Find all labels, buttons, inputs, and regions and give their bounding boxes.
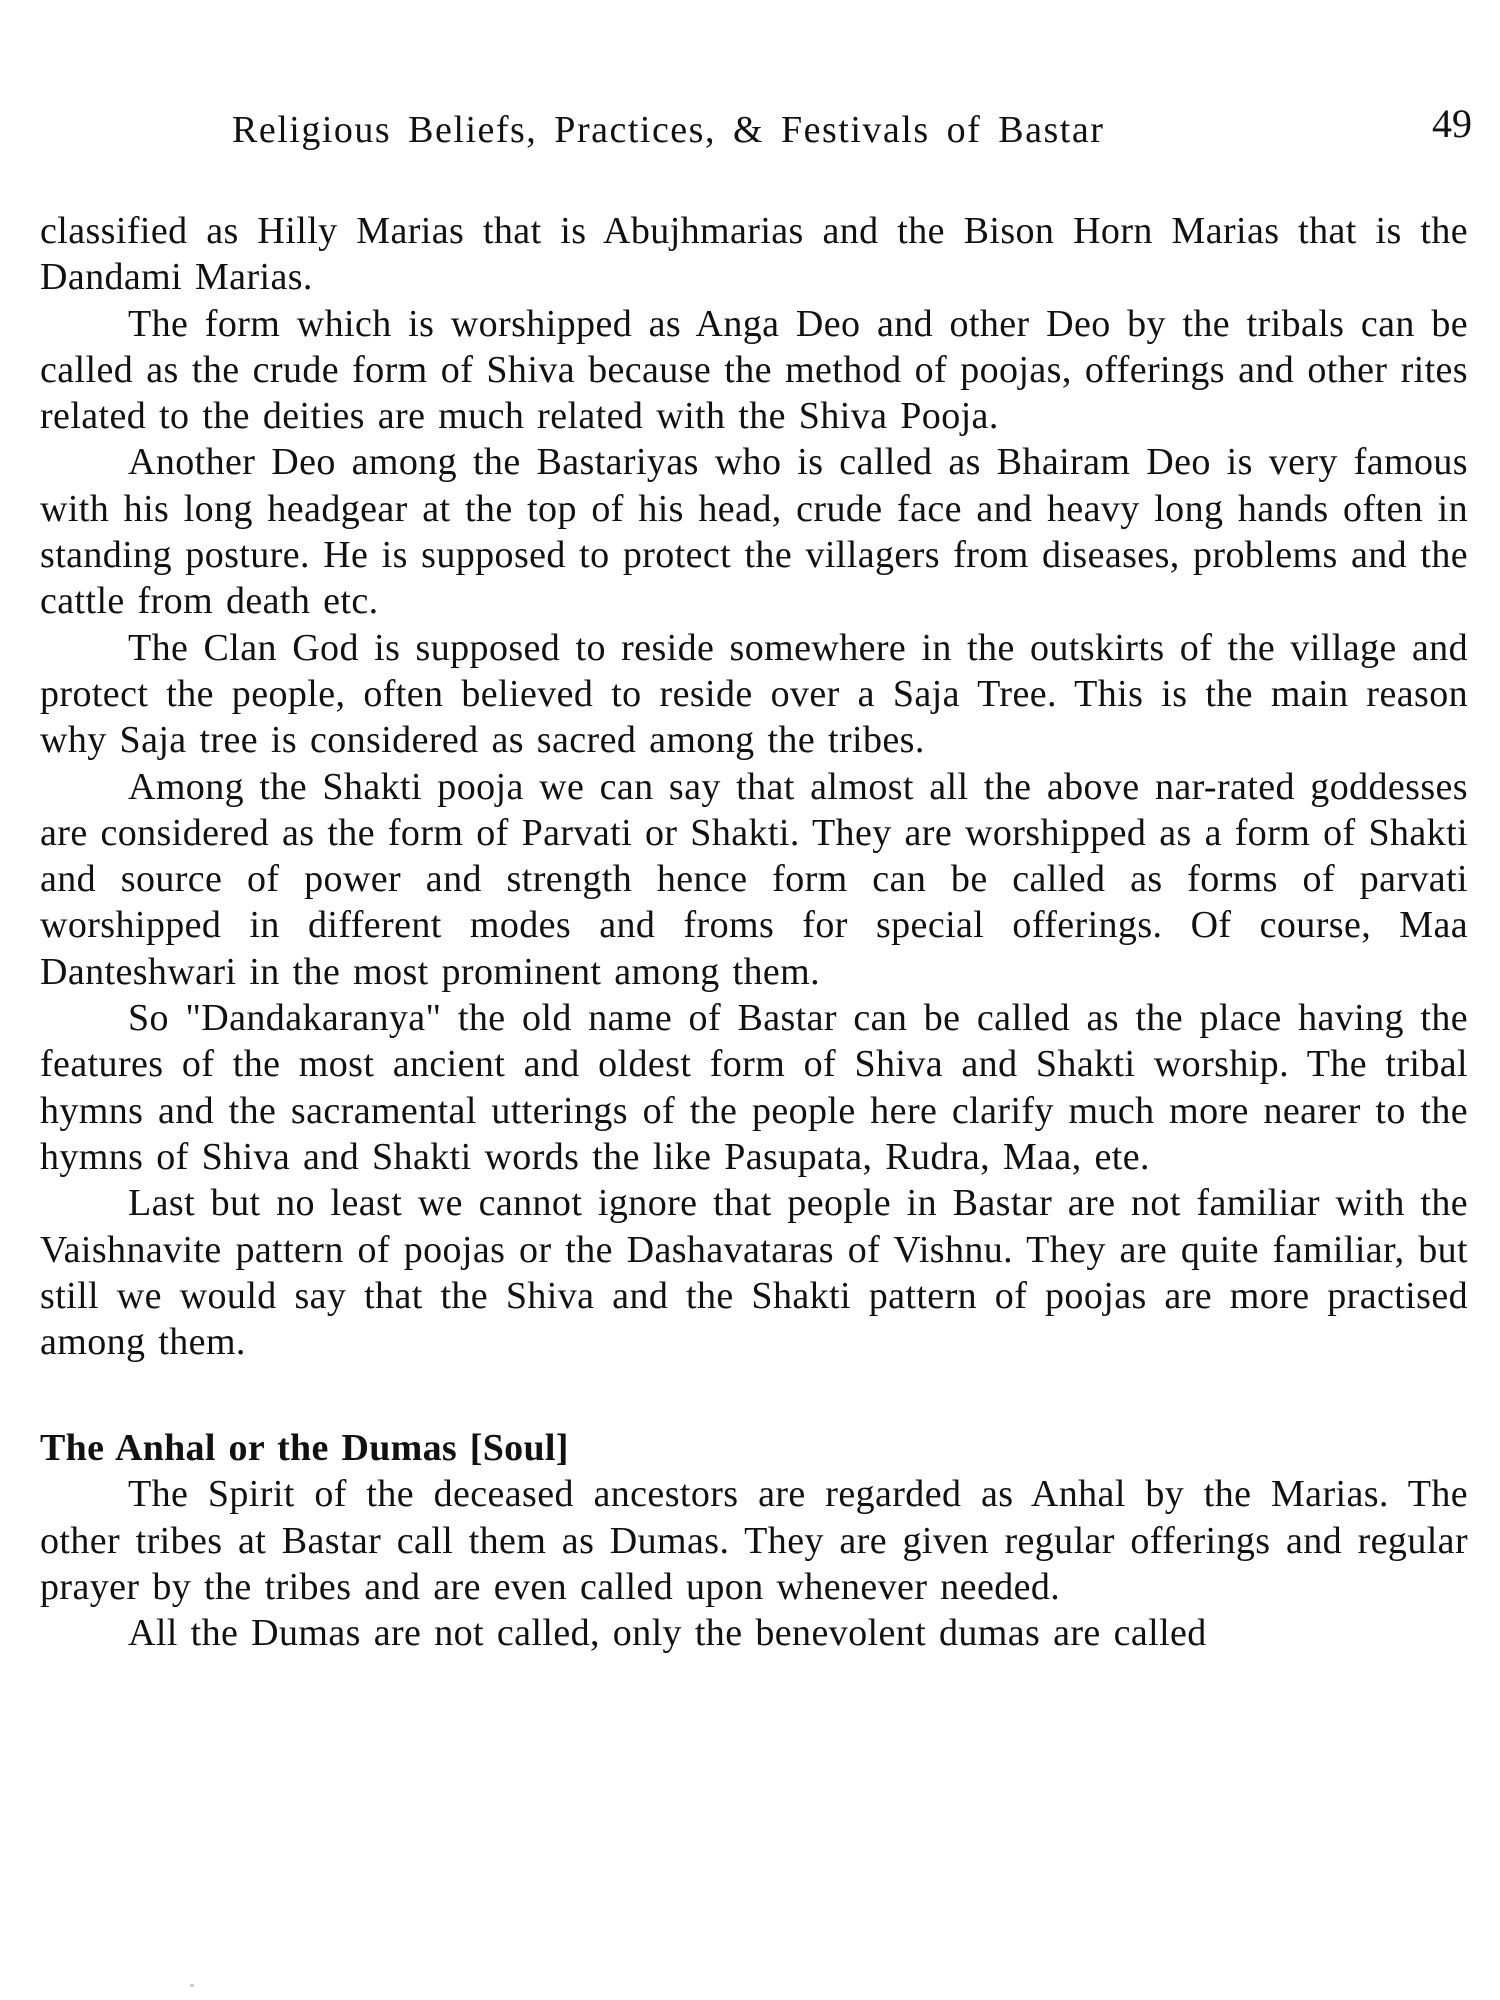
scan-speck — [190, 1984, 194, 1987]
body-text — [40, 208, 1468, 1657]
paragraph-continued: classified as Hilly Marias that is Abujhmarias and the Bison Horn Marias that is the Dandami Marias. — [40, 210, 1468, 299]
paragraph-bhairam-deo: Another Deo among the Bastariyas who is called as Bhairam Deo is very famous with his long headgear at the top of his head, crude face and heavy long hands often in standing posture. He is supposed to protect the villagers from diseases, problems and the cattle from death etc. — [40, 441, 1468, 623]
paragraph-dumas: All the Dumas are not called, only the benevolent dumas are called — [128, 1612, 1207, 1655]
running-head: Religious Beliefs, Practices, & Festivals of Bastar — [232, 109, 1105, 151]
paragraph-vaishnavite: Last but no least we cannot ignore that people in Bastar are not familiar with the Vaishnavite pattern of poojas or the Dashavataras of Vishnu. They are quite familiar, but still we would say that the Shiva and the Shakti pattern of poojas are more practised among them. — [40, 1182, 1468, 1364]
paragraph-anga-deo: The form which is worshipped as Anga Deo and other Deo by the tribals can be called as the crude form of Shiva because the method of poojas, offerings and other rites related to the deities are much related with the Shiva Pooja. — [40, 302, 1468, 438]
page-header — [232, 100, 1472, 160]
paragraph-dandakaranya: So "Dandakaranya" the old name of Bastar can be called as the place having the features of the most ancient and oldest form of Shiva and Shakti worship. The tribal hymns and the sacramental utterings of the people here clarify much more nearer to the hymns of Shiva and Shakti words the like Pasupata, Rudra, Maa, ete. — [40, 997, 1468, 1178]
paragraph-anhal: The Spirit of the deceased ancestors are regarded as Anhal by the Marias. The other tribes at Bastar call them as Dumas. They are given regular offerings and regular prayer by the tribes and are even called upon whenever needed. — [40, 1473, 1468, 1609]
paragraph-shakti-pooja: Among the Shakti pooja we can say that almost all the above nar-rated goddesses are considered as the form of Parvati or Shakti. They are worshipped as a form of Shakti and source of power and strength hence form can be called as forms of parvati worshipped in different modes and froms for special offerings. Of course, Maa Danteshwari in the most prominent among them. — [40, 765, 1468, 993]
page-number: 49 — [1432, 101, 1472, 146]
section-heading: The Anhal or the Dumas [Soul] — [40, 1427, 569, 1470]
paragraph-clan-god: The Clan God is supposed to reside somewhere in the outskirts of the village and protect the people, often believed to reside over a Saja Tree. This is the main reason why Saja tree is considered as sacred among the tribes. — [40, 626, 1468, 762]
